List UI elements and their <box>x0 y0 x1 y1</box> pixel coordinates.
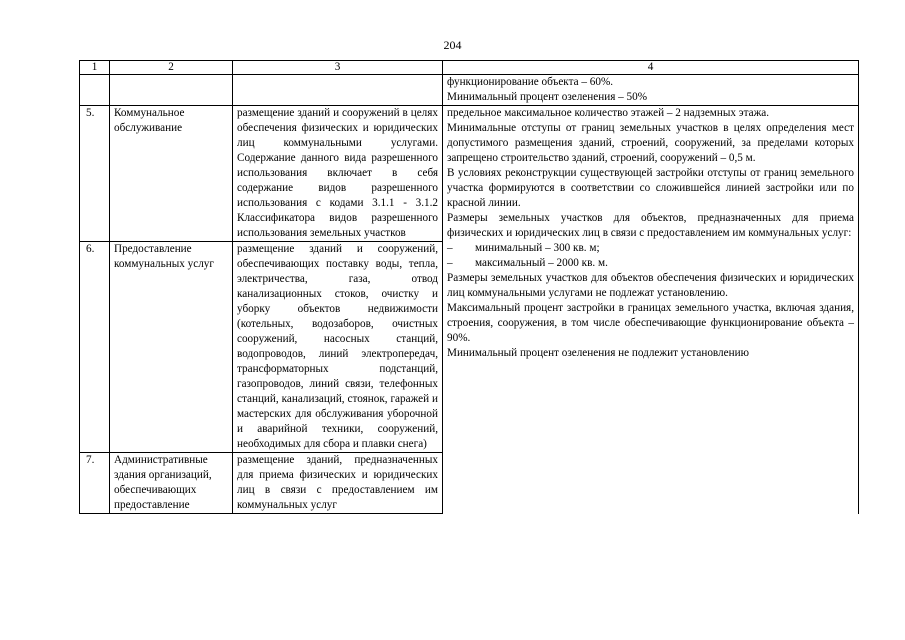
continuation-cell-1 <box>80 75 110 106</box>
param-paragraph: предельное максимальное количество этажей – 2 надземных этажа. <box>447 107 770 119</box>
continuation-cell-2 <box>110 75 233 106</box>
continuation-text-line: функционирование объекта – 60%. <box>447 76 614 88</box>
bullet-text: максимальный – 2000 кв. м. <box>475 257 608 269</box>
table-row <box>80 106 859 242</box>
zoning-table <box>79 60 859 514</box>
use-description: размещение зданий и сооружений, обеспечивающих поставку воды, тепла, электричества, газа, отвод канализационных стоков, очистку и уборку объектов недвижимости (котельных, водозаборов, очистных сооружений, насосных станций, водопроводов, линий электропередач, трансформаторных подстанций, газопроводов, линий связи, телефонных станций, канализаций, стоянок, гаражей и мастерских для обслуживания уборочной и аварийной техники, сооружений, необходимых для сбора и плавки снега) <box>233 242 443 453</box>
use-name: Коммунальное обслуживание <box>110 106 233 242</box>
header-col-1: 1 <box>80 61 110 75</box>
use-description: размещение зданий и сооружений в целях обеспечения физических и юридических лиц коммунальными услугами. Содержание данного вида разрешенного использования включает в себя содержание видов разрешенного использования с кодами 3.1.1 - 3.1.2 Классификатора видов разрешенного использования земельных участков <box>233 106 443 242</box>
bullet-text: минимальный – 300 кв. м; <box>475 242 600 254</box>
use-name: Предоставление коммунальных услуг <box>110 242 233 453</box>
row-number: 5. <box>80 106 110 242</box>
param-bullet <box>447 256 854 271</box>
row-number: 6. <box>80 242 110 453</box>
use-name: Административные здания организаций, обеспечивающих предоставление <box>110 453 233 514</box>
bullet-dash: – <box>447 242 453 254</box>
parameters-cell <box>443 106 859 514</box>
param-paragraph: Минимальный процент озеленения не подлежит установлению <box>447 347 749 359</box>
header-col-2: 2 <box>110 61 233 75</box>
bullet-dash: – <box>447 257 453 269</box>
continuation-cell-4 <box>443 75 859 106</box>
continuation-text-line: Минимальный процент озеленения – 50% <box>447 91 648 103</box>
param-paragraph: Минимальные отступы от границ земельных участков в целях определения мест допустимого размещения зданий, строений, сооружений, за пределами которых запрещено строительство зданий, строений, сооружений – 0,5 м. <box>447 122 854 164</box>
param-paragraph: В условиях реконструкции существующей застройки отступы от границ земельного участка формируются в соответствии со сложившейся линией застройки или по красной линии. <box>447 167 854 209</box>
param-paragraph: Максимальный процент застройки в границах земельного участка, включая здания, строения, сооружения, в том числе обеспечивающие функционирование объекта – 90%. <box>447 302 854 344</box>
row-number: 7. <box>80 453 110 514</box>
continuation-row <box>80 75 859 106</box>
param-bullet <box>447 241 854 256</box>
param-paragraph: Размеры земельных участков для объектов обеспечения физических и юридических лиц коммунальными услугами не подлежат установлению. <box>447 272 854 299</box>
continuation-cell-3 <box>233 75 443 106</box>
use-description: размещение зданий, предназначенных для приема физических и юридических лиц в связи с предоставлением им коммунальных услуг <box>233 453 443 514</box>
header-col-4: 4 <box>443 61 859 75</box>
param-paragraph: Размеры земельных участков для объектов, предназначенных для приема физических и юридических лиц в связи с предоставлением им коммунальных услуг: <box>447 212 854 239</box>
table-header-row <box>80 61 859 75</box>
page-number: 204 <box>443 38 462 52</box>
header-col-3: 3 <box>233 61 443 75</box>
